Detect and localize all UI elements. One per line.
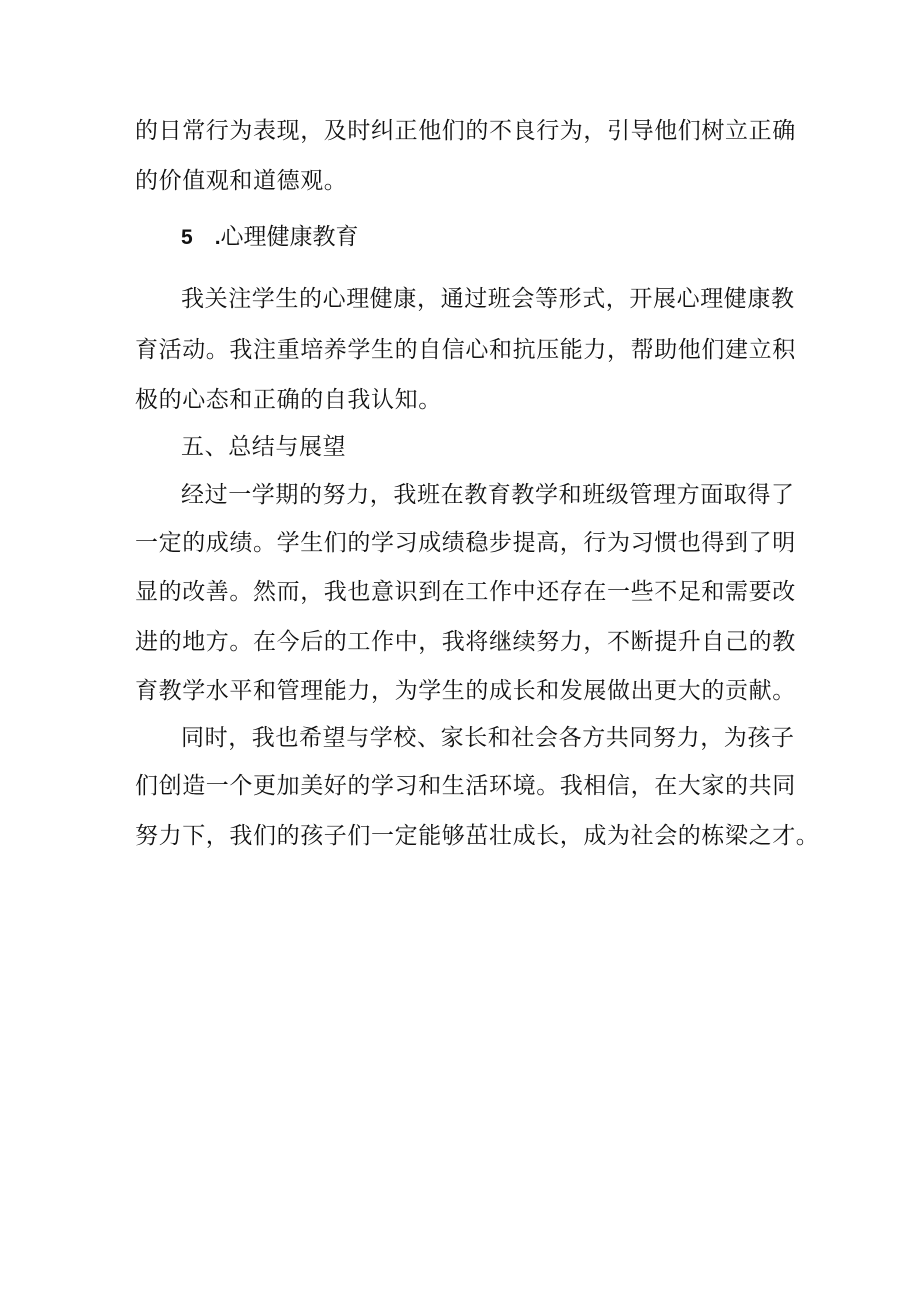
paragraph-line: 进的地方。在今后的工作中，我将继续努力，不断提升自己的教 [135,629,796,655]
paragraph-line: 我关注学生的心理健康，通过班会等形式，开展心理健康教 [181,286,795,312]
paragraph-line: 显的改善。然而，我也意识到在工作中还存在一些不足和需要改 [135,579,796,605]
subheading-mental-health [181,222,359,253]
paragraph-line: 育教学水平和管理能力，为学生的成长和发展做出更大的贡献。 [135,678,796,704]
paragraph-line: 极的心态和正确的自我认知。 [135,387,442,413]
subheading-text: 心理健康教育 [220,224,359,250]
subheading-dot: . [214,226,221,249]
paragraph-line: 同时，我也希望与学校、家长和社会各方共同努力，为孩子 [181,725,795,751]
paragraph-line: 努力下，我们的孩子们一定能够茁壮成长，成为社会的栋梁之才。 [135,823,820,849]
paragraph-line: 一定的成绩。学生们的学习成绩稳步提高，行为习惯也得到了明 [135,530,796,556]
paragraph-line: 的价值观和道德观。 [135,168,348,194]
paragraph-line: 经过一学期的努力，我班在教育教学和班级管理方面取得了 [181,482,795,508]
paragraph-line: 的日常行为表现，及时纠正他们的不良行为，引导他们树立正确 [135,118,796,144]
subheading-number: 5 [181,226,193,249]
paragraph-line: 们创造一个更加美好的学习和生活环境。我相信，在大家的共同 [135,773,796,799]
paragraph-line: 育活动。我注重培养学生的自信心和抗压能力，帮助他们建立积 [135,337,796,363]
section-title: 五、总结与展望 [181,434,347,460]
